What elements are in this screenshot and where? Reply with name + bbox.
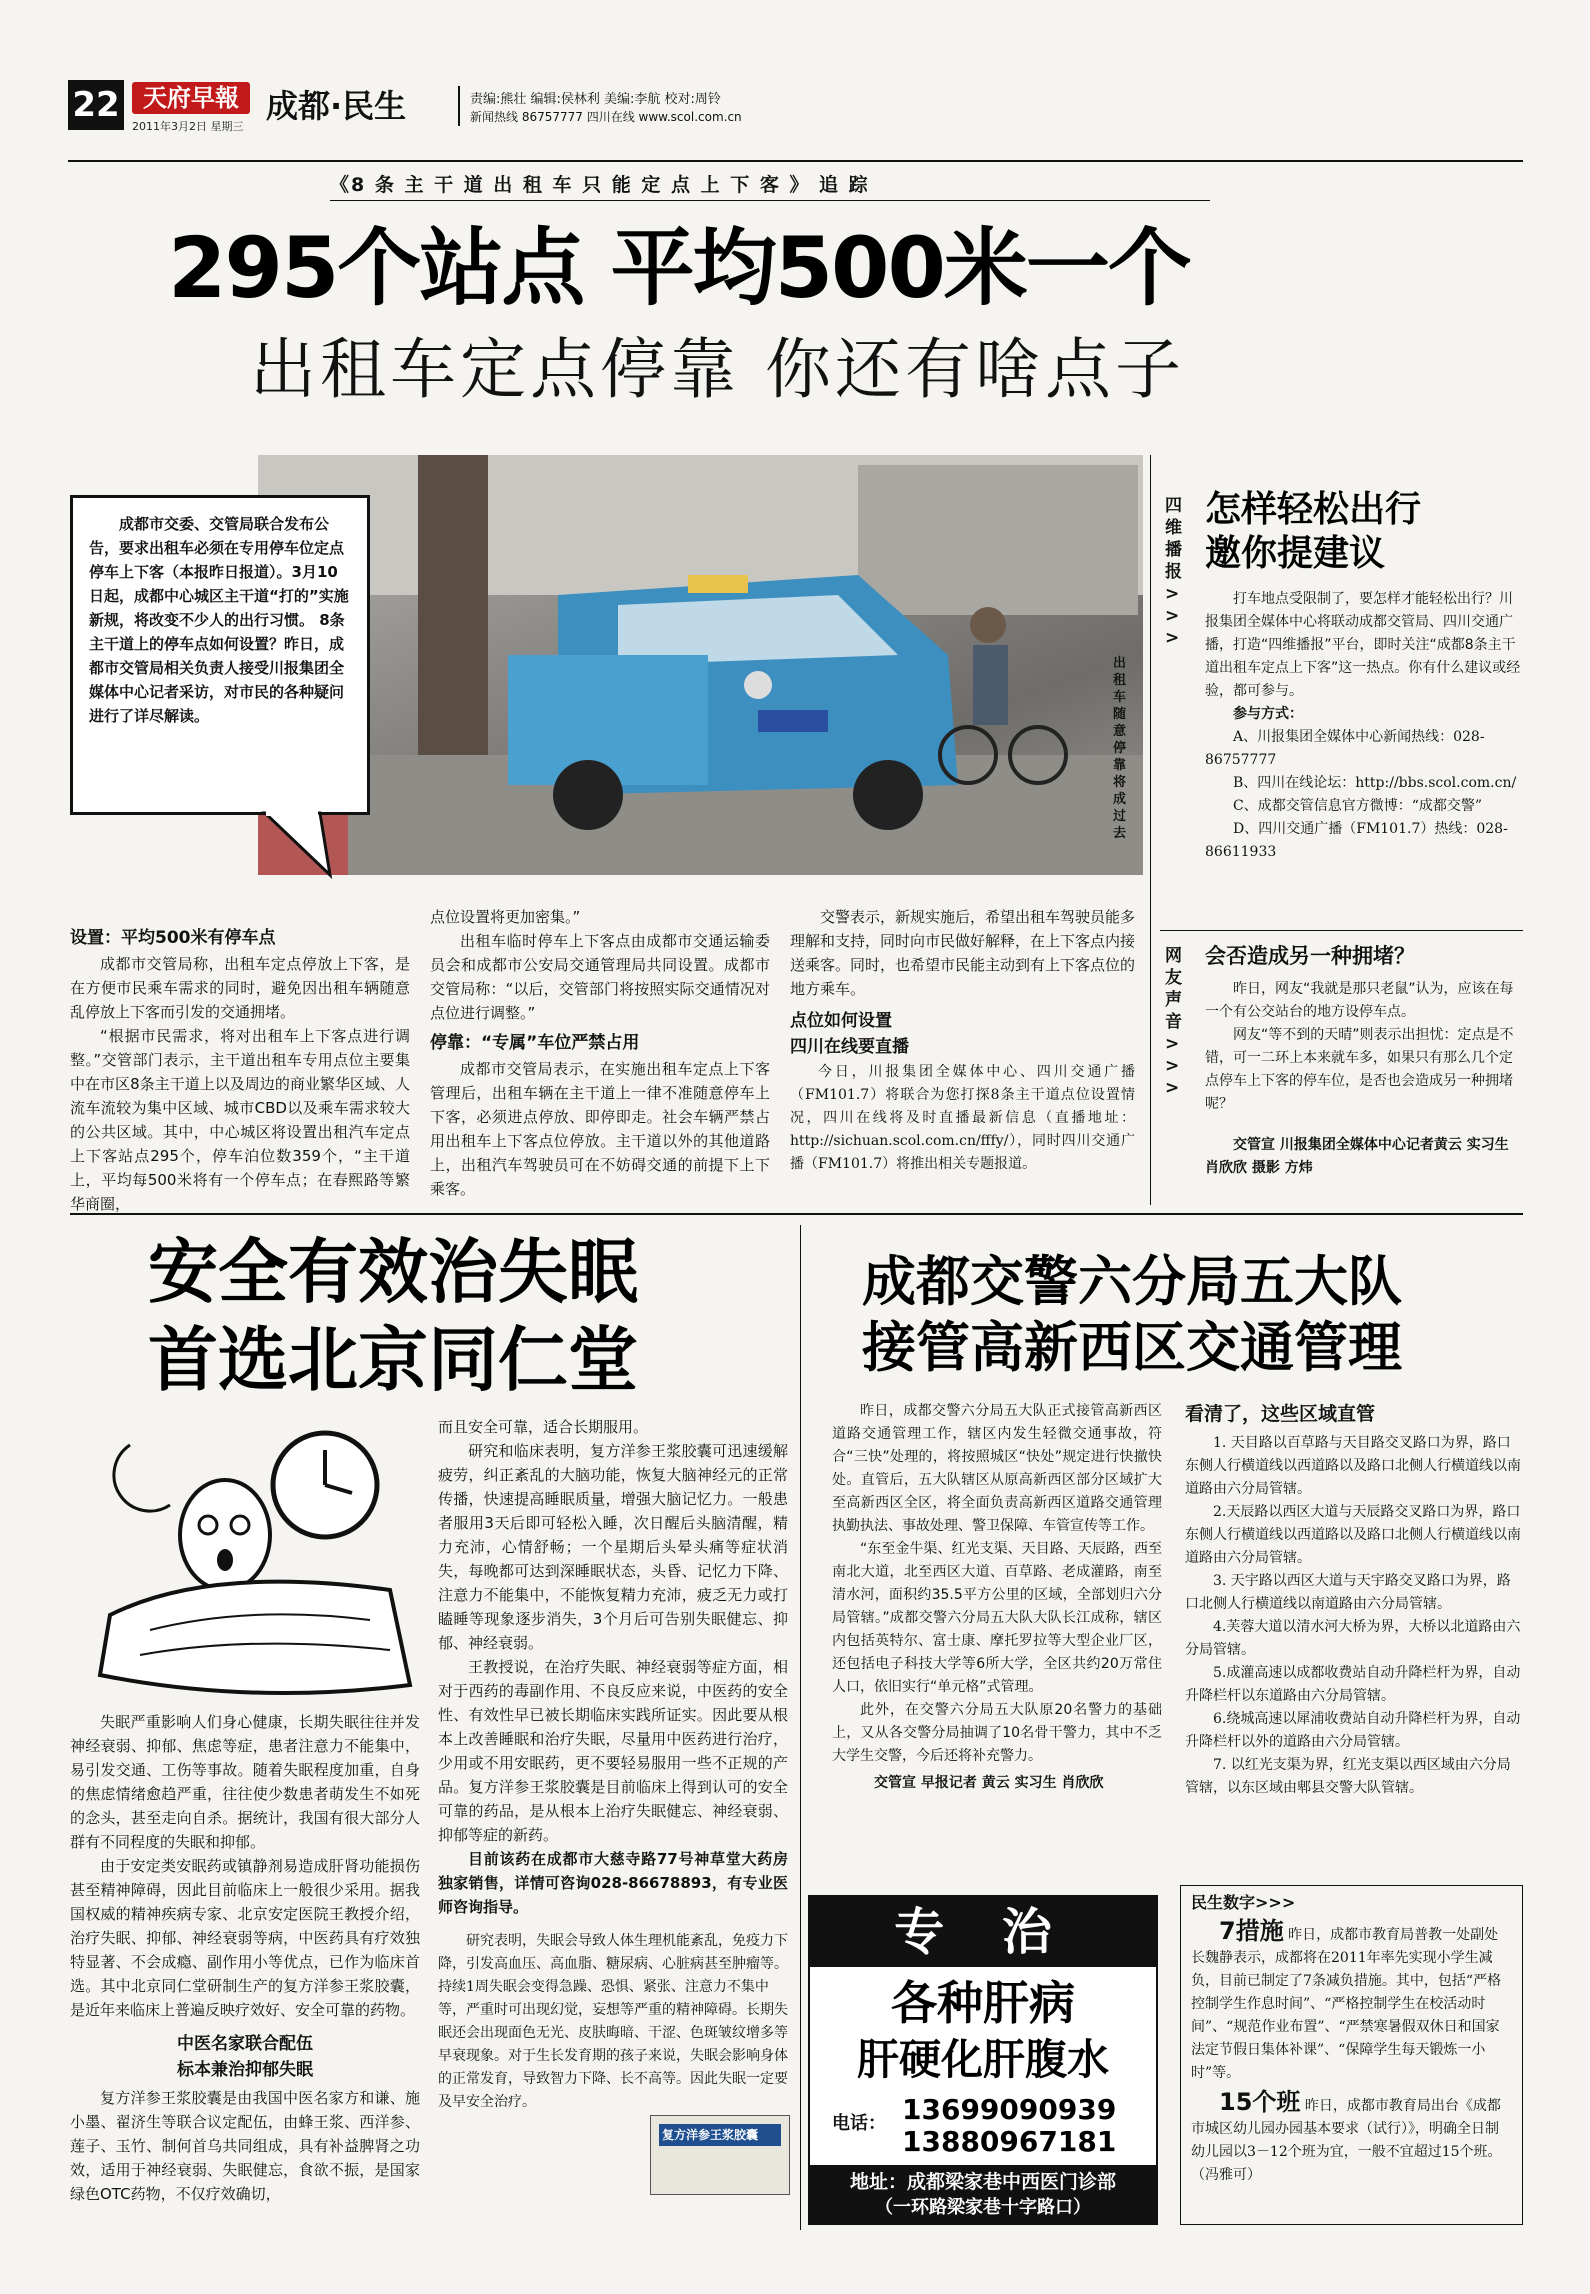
liver-ad [808, 1895, 1158, 2225]
paragraph: 成都市交管局称，出租车定点停放上下客，是在方便市民乘车需求的同时，避免因出租车辆随意乱停放上下客而引发的交通拥堵。 [70, 955, 410, 1021]
byline: 交管宣 早报记者 黄云 实习生 肖欣欣 [874, 1775, 1104, 1791]
lead-bubble [70, 495, 370, 815]
paragraph: 交警表示，新规实施后，希望出租车驾驶员能多理解和支持，同时向市民做好解释，在上下客点内接送乘客。同时，也希望市民能主动到有上下客点位的地方乘车。 [790, 908, 1136, 998]
main-subhead: 出租车定点停靠 你还有啥点子 [250, 331, 1185, 408]
article-col-1 [70, 920, 410, 1216]
paragraph: “根据市民需求，将对出租车上下客点进行调整。”交管部门表示，主干道出租车专用点位主要集中在市区8条主干道上以及周边的商业繁华区域、人流车流较为集中区域、城市CBD以及乘车需求较大的公共区域。其中，中心城区将设置出租汽车定点上下客站点295个，停车泊位数359个，“主干道上，平均每500米将有一个停车点；在春熙路等繁华商圈， [70, 1027, 410, 1213]
tel-number: 13880967181 [902, 2125, 1117, 2158]
main-headline: 295个站点 平均500米一个 [168, 219, 1190, 317]
byline: 交管宣 川报集团全媒体中心记者黄云 实习生 肖欣欣 摄影 方炜 [1205, 1137, 1509, 1176]
section-rule [70, 1213, 1523, 1215]
liver-ad-line: 肝硬化肝腹水 [856, 2035, 1109, 2084]
paragraph: 研究表明，失眠会导致人体生理机能紊乱，免疫力下降，引发高血压、高血脂、糖尿病、心脏病甚至肿瘤等。持续1周失眠会变得急躁、恐惧、紧张、注意力不集中等，严重时可出现幻觉，妄想等严重的精神障碍。长期失眠还会出现面色无光、皮肤晦暗、干涩、色斑皱纹增多等早衰现象。对于生长发育期的孩子来说，失眠会影响身体的正常发育，导致智力下降、长不高等。因此失眠一定要及早安全治疗。 [438, 1933, 788, 2110]
paragraph: 复方洋参王浆胶囊是由我国中医名家方和谦、施小墨、翟济生等联合议定配伍，由蜂王浆、西洋参、莲子、玉竹、制何首乌共同组成，具有补益脾肾之功效，适用于神经衰弱、失眠健忘，食欲不振，是国家绿色OTC药物，不仅疗效确切， [70, 2089, 420, 2203]
section-heading: 设置：平均500米有停车点 [70, 928, 276, 948]
issue-date: 2011年3月2日 星期三 [132, 120, 244, 133]
list-item: 5.成灌高速以成都收费站自动升降栏杆为界，自动升降栏杆以东道路由六分局管辖。 [1185, 1665, 1521, 1704]
way-item: D、四川交通广播（FM101.7）热线：028-86611933 [1205, 821, 1508, 860]
ways-label: 参与方式： [1233, 706, 1303, 722]
ad-headline: 首选北京同仁堂 [148, 1319, 638, 1401]
list-item: 7. 以红光支渠为界，红光支渠以西区域由六分局管辖，以东区域由郫县交警大队管辖。 [1185, 1757, 1511, 1796]
sidebar-heading: 怎样轻松出行 [1205, 489, 1422, 530]
number-text: 昨日，成都市教育局普教一处副处长魏静表示，成都将在2011年率先实现小学生减负，目前已制定了7条减负措施。其中，包括“严格控制学生作息时间”、“严格控制学生在校活动时间”、“规范作业布置”、“严禁寒暑假双休日和国家法定节假日集体补课”、“保障学生每天锻炼一小时”等。 [1191, 1927, 1502, 2081]
page-number: 22 [68, 80, 124, 130]
tel-label: 电话： [832, 2113, 886, 2134]
taxi-illustration [258, 455, 1143, 875]
ad-col-1 [70, 1710, 420, 2206]
sidebar-paragraph: 打车地点受限制了，要怎样才能轻松出行？川报集团全媒体中心将联动成都交管局、四川交通广播，打造“四维播报”平台，即时关注“成都8条主干道出租车定点上下客”这一热点。你有什么建议或经验，都可参与。 [1205, 591, 1521, 699]
sidebar-block-1 [1205, 488, 1523, 864]
sleeper-illustration [90, 1415, 420, 1705]
number-figure: 7措施 [1219, 1917, 1284, 1945]
ad-col-2-bottom [438, 1930, 788, 2114]
police-headline: 成都交警六分局五大队 [862, 1250, 1402, 1313]
number-text: 昨日，成都市教育局出台《成都市城区幼儿园办园基本要求（试行）》，明确全日制幼儿园以3－12个班为宜，一般不宜超过15个班。（冯雅可） [1191, 2098, 1502, 2183]
list-item: 3. 天宇路以西区大道与天宇路交叉路口为界，路口北侧人行横道线以南道路由六分局管辖。 [1185, 1573, 1511, 1612]
tel-number: 13699090939 [902, 2093, 1117, 2126]
numbers-label: 民生数字>>> [1191, 1893, 1296, 1912]
way-item: A、川报集团全媒体中心新闻热线：028-86757777 [1205, 729, 1485, 768]
masthead-credits: 责编:熊壮 编辑:侯林利 美编:李航 校对:周铃 [470, 92, 721, 107]
list-item: 2.天辰路以西区大道与天辰路交叉路口为界，路口东侧人行横道线以西道路以及路口北侧人行横道线以南道路由六分局管辖。 [1185, 1504, 1521, 1566]
section-heading: 四川在线要直播 [790, 1037, 909, 1057]
liver-ad-title: 专 治 [894, 1903, 1072, 1961]
paragraph: 研究和临床表明，复方洋参王浆胶囊可迅速缓解疲劳，纠正紊乱的大脑功能，恢复大脑神经元的正常传播，快速提高睡眠质量，增强大脑记忆力。一般患者服用3天后即可轻松入睡，次日醒后头脑清醒，精力充沛，心情舒畅；一个星期后头晕头痛等症状消失，每晚都可达到深睡眠状态，头昏、记忆力下降、注意力不能集中，不能恢复精力充沛，疲乏无力或打瞌睡等现象逐步消失，3个月后可告别失眠健忘、抑郁、神经衰弱。 [438, 1442, 788, 1652]
masthead-hotline: 新闻热线 86757777 四川在线 www.scol.com.cn [470, 110, 742, 124]
sidebar-heading: 会否造成另一种拥堵？ [1205, 944, 1415, 968]
ad-col-2 [438, 1415, 788, 1919]
kicker-rule [330, 200, 1210, 201]
paragraph: 由于安定类安眠药或镇静剂易造成肝肾功能损伤甚至精神障碍，因此目前临床上一般很少采用。据我国权威的精神疾病专家、北京安定医院王教授介绍，治疗失眠、抑郁、神经衰弱等病，中医药具有疗效独特显著、不会成瘾、副作用小等优点，已作为临床首选。其中北京同仁堂研制生产的复方洋参王浆胶囊，是近年来临床上普遍反映疗效好、安全可靠的药物。 [70, 1857, 420, 2019]
address-line: （一环路梁家巷十字路口） [875, 2197, 1091, 2218]
number-figure: 15个班 [1219, 2088, 1301, 2116]
paragraph: 昨日，成都交警六分局五大队正式接管高新西区道路交通管理工作，辖区内发生轻微交通事故，符合“三快”处理的，将按照城区“快处”规定进行快撤快处。直管后，五大队辖区从原高新西区部分区域扩大至高新西区全区，将全面负责高新西区道路交通管理执勤执法、事故处理、警卫保障、车管宣传等工作。 [832, 1403, 1162, 1534]
section-title: 成都·民生 [266, 87, 407, 125]
ad-headline: 安全有效治失眠 [148, 1231, 638, 1313]
paragraph: 出租车临时停车上下客点由成都市交通运输委员会和成都市公安局交通管理局共同设置。成都市交管局称：“以后，交管部门将按照实际交通情况对点位进行调整。” [430, 932, 770, 1022]
paragraph: 目前该药在成都市大慈寺路77号神草堂大药房独家销售，详情可咨询028-86678893，有专业医师咨询指导。 [438, 1850, 788, 1916]
section-heading: 停靠：“专属”车位严禁占用 [430, 1033, 640, 1053]
masthead-divider [458, 86, 460, 126]
sidebar-paragraph: 网友“等不到的天晴”则表示出担忧：定点是不错，可一二环上本来就车多，如果只有那么几个定点停车上下客的停车位，是否也会造成另一种拥堵呢？ [1205, 1027, 1514, 1112]
list-item: 4.芙蓉大道以清水河大桥为界，大桥以北道路由六分局管辖。 [1185, 1619, 1521, 1658]
top-rule [68, 160, 1523, 162]
sidebar-divider [1150, 455, 1151, 1205]
sidebar-label-1: 四维播报>>> [1165, 496, 1182, 648]
number-item [1191, 2088, 1512, 2187]
paragraph: 王教授说，在治疗失眠、神经衰弱等症方面，相对于西药的毒副作用、不良反应来说，中医药的安全性、有效性早已被长期临床实践所证实。因此要从根本上改善睡眠和治疗失眠，尽量用中医药进行治疗，少用或不用安眠药，更不要轻易服用一些不正规的产品。复方洋参王浆胶囊是目前临床上得到认可的安全可靠的药品，是从根本上治疗失眠健忘、神经衰弱、抑郁等症的新药。 [438, 1658, 788, 1844]
kicker: 《8 条 主 干 道 出 租 车 只 能 定 点 上 下 客 》 追 踪 [330, 174, 870, 196]
taxi-photo [258, 455, 1143, 875]
way-item: B、四川在线论坛：http://bbs.scol.com.cn/ [1233, 775, 1517, 791]
sidebar-heading: 邀你提建议 [1205, 533, 1386, 574]
police-col-2 [1185, 1400, 1523, 1800]
list-heading: 看清了，这些区域直管 [1185, 1403, 1376, 1425]
bubble-tail [260, 810, 340, 880]
liver-ad-line: 各种肝病 [891, 1976, 1075, 2030]
list-item: 6.绕城高速以犀浦收费站自动升降栏杆为界，自动升降栏杆以外的道路由六分局管辖。 [1185, 1711, 1521, 1750]
sidebar-block-2 [1205, 940, 1523, 1180]
pack-label: 复方洋参王浆胶囊 [659, 2124, 781, 2146]
police-col-1 [832, 1400, 1162, 1795]
numbers-box [1180, 1885, 1523, 2225]
masthead [68, 80, 1168, 140]
article-col-2 [430, 905, 770, 1201]
number-item [1191, 1917, 1512, 2085]
article-col-3 [790, 905, 1135, 1176]
paragraph: 而且安全可靠，适合长期服用。 [438, 1418, 649, 1436]
paragraph: 点位设置将更加密集。” [430, 908, 581, 926]
sidebar-label-2: 网友声音>>> [1165, 946, 1182, 1098]
ad-subheading: 标本兼治抑郁失眠 [177, 2060, 313, 2080]
ad-subheading: 中医名家联合配伍 [177, 2034, 313, 2054]
paragraph: 今日，川报集团全媒体中心、四川交通广播（FM101.7）将联合为您打探8条主干道点位设置情况，四川在线将及时直播最新信息（直播地址：http://sichuan.scol.com.cn/fffy/），同时四川交通广播（FM101.7）将推出相关专题报道。 [790, 1064, 1135, 1172]
photo-caption: 出租车随意停靠将成过去 [1113, 656, 1127, 841]
paragraph: “东至金牛渠、红光支渠、天目路、天辰路，西至南北大道，北至西区大道、百草路、老成灌路，南至清水河，面积约35.5平方公里的区域，全部划归六分局管辖。”成都交警六分局五大队大队长江成称，辖区内包括英特尔、富士康、摩托罗拉等大型企业厂区，还包括电子科技大学等6所大学，全区共约20万常住人口，依旧实行“单元格”式管理。 [832, 1541, 1162, 1695]
paragraph: 成都市交管局表示，在实施出租车定点上下客管理后，出租车辆在主干道上一律不准随意停车上下客，必须进点停放、即停即走。社会车辆严禁占用出租车上下客点位停放。主干道以外的其他道路上，出租汽车驾驶员可在不妨碍交通的前提下上下乘客。 [430, 1060, 770, 1198]
paper-logo: 天府早報 [132, 82, 250, 114]
medicine-pack [650, 2115, 790, 2195]
address-line: 地址：成都梁家巷中西医门诊部 [849, 2171, 1116, 2193]
lead-text: 成都市交委、交管局联合发布公告，要求出租车必须在专用停车位定点停车上下客（本报昨日报道）。3月10日起，成都中心城区主干道“打的”实施新规，将改变不少人的出行习惯。 8条主干道上的停车点如何设置？昨日，成都市交管局相关负责人接受川报集团全媒体中心记者采访，对市民的各种疑问进行了详尽解读。 [89, 515, 349, 725]
way-item: C、成都交管信息官方微博：“成都交警” [1233, 798, 1483, 814]
sidebar-paragraph: 昨日，网友“我就是那只老鼠”认为，应该在每一个有公交站台的地方设停车点。 [1205, 981, 1514, 1020]
list-item: 1. 天目路以百草路与天目路交叉路口为界，路口东侧人行横道线以西道路以及路口北侧人行横道线以南道路由六分局管辖。 [1185, 1435, 1521, 1497]
police-headline: 接管高新西区交通管理 [862, 1316, 1402, 1379]
sidebar-rule [1160, 930, 1523, 931]
paragraph: 失眠严重影响人们身心健康，长期失眠往往并发神经衰弱、抑郁、焦虑等症，患者注意力不能集中，易引发交通、工伤等事故。随着失眠程度加重，自身的焦虑情绪愈趋严重，往往使少数患者萌发生不如死的念头，甚至走向自杀。据统计，我国有很大部分人群有不同程度的失眠和抑郁。 [70, 1713, 420, 1851]
column-divider [800, 1225, 801, 2230]
section-heading: 点位如何设置 [790, 1011, 892, 1031]
paragraph: 此外，在交警六分局五大队原20名警力的基础上，又从各交警分局抽调了10名骨干警力，其中不乏大学生交警，今后还将补充警力。 [832, 1702, 1162, 1764]
